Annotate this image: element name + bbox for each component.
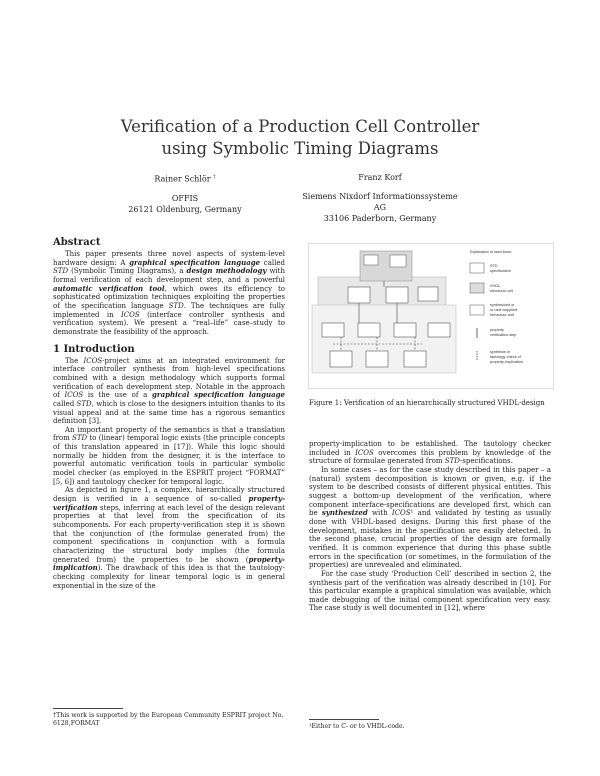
title-line-1: Verification of a Production Cell Controller xyxy=(120,117,480,136)
figure-1-diagram xyxy=(308,243,554,389)
footnote-left: †This work is supported by the European Community ESPRIT project No. 6128,FORMAT xyxy=(53,712,284,727)
author-2 xyxy=(300,172,460,224)
svg-text:property: property xyxy=(490,328,504,332)
section-1-heading: 1 Introduction xyxy=(53,343,135,355)
abstract-body: This paper presents three novel aspects of system-level hardware design: A graphical specification language called STD (Symbolic Timing Diagrams), a design methodology with formal verification of each development step, and a powerful automatic verification tool, which owes its efficiency to sophisticated optimization techniques exploiting the properties of the specification language STD. The techniques are fully implemented in ICOS (interface controller synthesis and verification system). We present a “real–life” case–study to demonstrate the feasibility of the approach. xyxy=(53,250,286,336)
legend-title: Explanation of used icons: xyxy=(470,250,512,254)
figure-1 xyxy=(308,243,554,389)
svg-text:STD: STD xyxy=(490,264,498,268)
footnote-rule-right xyxy=(309,719,379,720)
footnote-rule xyxy=(53,708,123,709)
svg-text:tautology-check of: tautology-check of xyxy=(490,355,521,359)
author-1 xyxy=(120,172,250,215)
left-column xyxy=(53,237,285,590)
abstract-heading: Abstract xyxy=(53,237,101,248)
svg-text:synthesis or: synthesis or xyxy=(490,350,511,354)
author-2-name: Franz Korf xyxy=(358,173,402,182)
svg-text:property-implication: property-implication xyxy=(490,360,524,364)
svg-text:synthesized or: synthesized or xyxy=(490,303,515,307)
title-line-2: using Symbolic Timing Diagrams xyxy=(161,139,439,158)
svg-text:structural unit: structural unit xyxy=(490,289,513,293)
svg-text:specification: specification xyxy=(490,269,511,273)
author-2-address: 33106 Paderborn, Germany xyxy=(323,214,437,223)
author-1-address: 26121 Oldenburg, Germany xyxy=(128,204,242,214)
svg-text:VHDL-: VHDL- xyxy=(490,284,502,288)
author-1-name: Rainer Schlör xyxy=(154,174,211,184)
introduction-body: The ICOS-project aims at an integrated environment for interface controller synthesis from high-level specifications combined with a design methodology which supports formal verification of each development step. Notable in the approach of ICOS is the use of a graphical specification language called STD, which is close to the designers intuition thanks to its visual appeal and at the same time has a rigorous semantics definition [3]. An important property of the semantics is that a translation from STD to (linear) temporal logic exists (the principle concepts of this translation appeared in [17]). While this logic should normally be hidden from the designer, it is the interface to powerful automatic verification tools in particular symbolic model checker (as employed in the ESPRIT project “FORMAT” [5, 6]) and tautology checker for temporal logic. As depicted in figure 1, a complex, hierarchically structured design is verified in a sequence of so-called property-verification steps, inferring at each level of the design relevant properties at that level from the specification of its subcomponents. For each property-verification step it is shown that the conjunction of (the formulae generated from) the component specifications in conjunction with a formula characterizing the structural body implies (the formula generated from) the properties to be shown (property-implication). The drawback of this idea is that the tautology-checking complexity for linear temporal logic is in general exponential in the size of the xyxy=(53,356,286,590)
svg-text:or user-supplied: or user-supplied xyxy=(490,308,518,312)
author-2-affil: Siemens Nixdorf Informationssysteme AG xyxy=(302,192,458,212)
right-column-body: property-implication to be established. The tautology checker included in ICOS overcomes this problem by knowledge of the structure of formulae generated from STD-specifications. In some cases – as for the case study described in this paper – a (natural) system decomposition is known or given, e.g. if the system to be described consists of different physical entities. This suggest a bottom-up development of the verification, where component interface-specifications are developed first, which can be synthesized with ICOS¹ and validated by testing as usually done with VHDL-based designs. During this first phase of the development, mistakes in the specification are easily detected. In the second phase, crucial properties of the design are formally verified. It is common experience that during this phase subtle errors in the specification (or sometimes, in the formulation of the properties) are unrevealed and eliminated. For the case study ‘Production Cell’ described in section 2, the synthesis part of the verification was already described in [10]. For this particular example a graphical simulation was available, which made debugging of the initial component specification very easy. The case study is well documented in [12], where xyxy=(309,440,551,613)
footnote-right: ¹Either to C- or to VHDL-code. xyxy=(309,723,405,730)
author-1-mark: † xyxy=(213,174,216,180)
svg-text:behaviour unit: behaviour unit xyxy=(490,313,514,317)
figure-caption: Figure 1: Verification of an hierarchically structured VHDL-design xyxy=(309,399,545,407)
paper-title xyxy=(0,116,600,160)
author-1-affil: OFFIS xyxy=(171,193,199,203)
svg-text:verification step: verification step xyxy=(490,333,517,337)
